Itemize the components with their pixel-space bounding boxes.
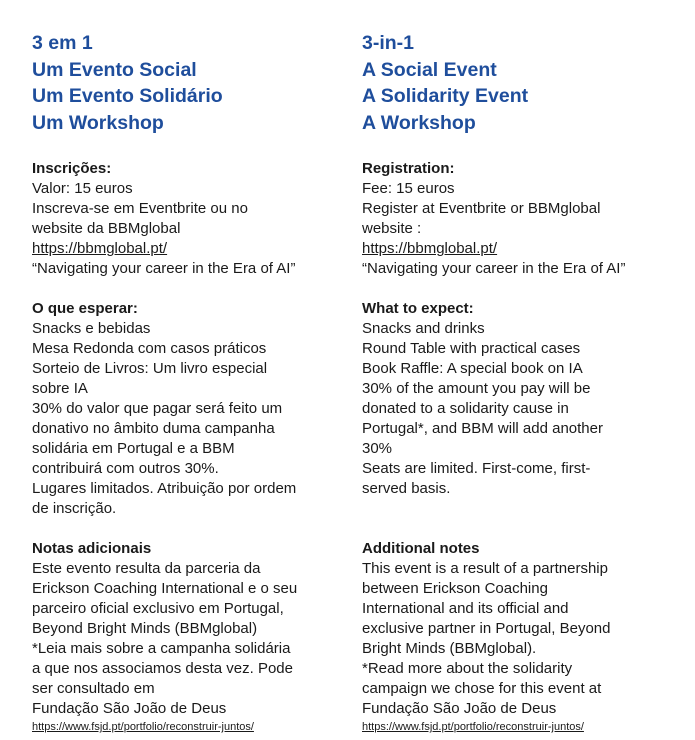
pt-heading-line: Um Workshop (32, 111, 164, 134)
pt-registration-line: Inscreva-se em Eventbrite ou no (32, 200, 248, 217)
pt-heading-line: Um Evento Solidário (32, 85, 223, 107)
pt-workshop-title: “Navigating your career in the Era of AI” (32, 260, 296, 277)
pt-registration-section (32, 159, 332, 279)
en-expect-line: served basis. (362, 480, 451, 497)
en-notes-title: Additional notes (362, 540, 480, 557)
en-notes-section (362, 539, 662, 735)
pt-expect-line: contribuirá com outros 30%. (32, 460, 219, 477)
pt-expect-line: Mesa Redonda com casos práticos (32, 340, 267, 357)
en-heading (362, 30, 662, 136)
en-heading-line: A Solidarity Event (362, 85, 529, 107)
en-notes-line: exclusive partner in Portugal, Beyond (362, 620, 611, 637)
pt-heading-line: 3 em 1 (32, 32, 93, 54)
en-workshop-title: “Navigating your career in the Era of AI” (362, 260, 626, 277)
pt-expect-line: Snacks e bebidas (32, 320, 151, 337)
pt-expect-title: O que esperar: (32, 300, 138, 317)
pt-notes-title: Notas adicionais (32, 540, 152, 557)
en-heading-line: A Workshop (362, 111, 476, 134)
en-bbmglobal-link[interactable]: https://bbmglobal.pt/ (362, 240, 498, 257)
pt-expect-line: donativo no âmbito duma campanha (32, 420, 275, 437)
pt-registration-line: Valor: 15 euros (32, 180, 133, 197)
en-heading-line: A Social Event (362, 58, 497, 81)
en-notes-line: International and its official and (362, 600, 569, 617)
pt-registration-line: website da BBMglobal (32, 220, 181, 237)
pt-notes-section (32, 539, 332, 735)
pt-notes-line: a que nos associamos desta vez. Pode (32, 660, 293, 677)
en-expect-section (362, 299, 662, 499)
en-expect-line: Snacks and drinks (362, 320, 485, 337)
pt-notes-line: Fundação São João de Deus (32, 700, 227, 717)
pt-expect-section (32, 299, 332, 519)
pt-expect-line: sobre IA (32, 380, 88, 397)
pt-notes-line: parceiro oficial exclusivo em Portugal, (32, 600, 284, 617)
pt-heading-line: Um Evento Social (32, 58, 197, 81)
en-fsjd-link[interactable]: https://www.fsjd.pt/portfolio/reconstruir-juntos/ (362, 721, 584, 733)
english-column (362, 30, 662, 735)
en-expect-line: Book Raffle: A special book on IA (362, 360, 583, 377)
en-notes-line: between Erickson Coaching (362, 580, 548, 597)
en-notes-line: campaign we chose for this event at (362, 680, 602, 697)
pt-expect-line: solidária em Portugal e a BBM (32, 440, 235, 457)
pt-expect-line: de inscrição. (32, 500, 117, 517)
pt-registration-title: Inscrições: (32, 160, 112, 177)
pt-bbmglobal-link[interactable]: https://bbmglobal.pt/ (32, 240, 168, 257)
en-expect-line: donated to a solidarity cause in (362, 400, 569, 417)
pt-expect-line: Sorteio de Livros: Um livro especial (32, 360, 268, 377)
en-notes-line: Bright Minds (BBMglobal). (362, 640, 537, 657)
en-expect-line: 30% (362, 440, 393, 457)
pt-notes-line: Erickson Coaching International e o seu (32, 580, 298, 597)
en-expect-line: Round Table with practical cases (362, 340, 581, 357)
en-expect-line: Seats are limited. First-come, first- (362, 460, 591, 477)
en-notes-line: *Read more about the solidarity (362, 660, 573, 677)
en-registration-title: Registration: (362, 160, 455, 177)
pt-notes-line: Beyond Bright Minds (BBMglobal) (32, 620, 258, 637)
portuguese-column (32, 30, 332, 735)
pt-notes-line: Este evento resulta da parceria da (32, 560, 261, 577)
en-notes-line: This event is a result of a partnership (362, 560, 608, 577)
en-notes-line: Fundação São João de Deus (362, 700, 557, 717)
pt-expect-line: 30% do valor que pagar será feito um (32, 400, 283, 417)
en-registration-line: Fee: 15 euros (362, 180, 455, 197)
pt-notes-line: *Leia mais sobre a campanha solidária (32, 640, 291, 657)
en-heading-line: 3-in-1 (362, 32, 415, 54)
en-registration-line: website : (362, 220, 422, 237)
en-registration-line: Register at Eventbrite or BBMglobal (362, 200, 601, 217)
en-registration-section (362, 159, 662, 279)
pt-fsjd-link[interactable]: https://www.fsjd.pt/portfolio/reconstruir-juntos/ (32, 721, 254, 733)
en-expect-line: 30% of the amount you pay will be (362, 380, 591, 397)
en-expect-line: Portugal*, and BBM will add another (362, 420, 603, 437)
pt-notes-line: ser consultado em (32, 680, 155, 697)
pt-heading (32, 30, 332, 136)
en-expect-title: What to expect: (362, 300, 474, 317)
pt-expect-line: Lugares limitados. Atribuição por ordem (32, 480, 297, 497)
